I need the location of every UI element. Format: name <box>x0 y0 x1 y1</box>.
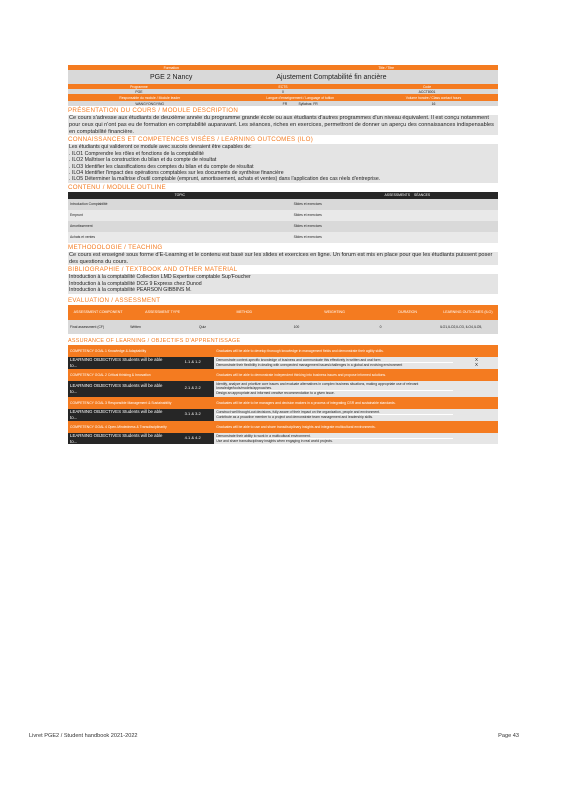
outline-topic: Introduction Comptabilité <box>70 202 108 207</box>
header-responsable-table <box>68 94 498 106</box>
objectives-label: LEARNING OBJECTIVES Students will be able to... <box>68 381 171 397</box>
table-row <box>68 199 498 210</box>
objective-desc: Contribute as a proactive member to a project and demonstrate team management and leadership skills. <box>216 415 373 420</box>
eval-header-method: METHOD <box>236 310 253 315</box>
ilo-item: . ILO2 Maîtriser la construction du bilan et du compte de résultat <box>69 157 217 164</box>
objective-desc: Use and share transdisciplinary insights when engaging in real world projects. <box>216 439 333 444</box>
course-title: Ajustement Comptabilité fin ancière <box>276 73 387 81</box>
bibliography-item: Introduction à la comptabilité Collection LMD Expertise comptable Sup'Foucher <box>69 274 251 281</box>
outline-seances <box>412 199 498 210</box>
goal-row <box>68 397 498 409</box>
objective-row <box>68 381 498 397</box>
outline-table <box>68 192 498 243</box>
ects-label: ECTS <box>278 84 288 89</box>
syllabus-label: Syllabus: <box>298 101 313 106</box>
program-value: PGE <box>135 89 143 94</box>
goal-name: COMPETENCY GOAL 1 Knowledge & Adaptability <box>68 345 214 357</box>
ilo-item: . ILO5 Déterminer la maîtrise d'outil comptable (emprunt, amortissement, achats et ventes) dans l'application des cas réels d'entreprise. <box>69 176 381 183</box>
eval-duration: 0 <box>379 324 382 329</box>
ects-value: 0 <box>282 89 284 94</box>
outline-assessment: Slides et exercices <box>293 224 322 229</box>
ilo-item: . ILO1 Comprendre les rôles et fonctions de la comptabilité <box>69 150 204 157</box>
objective-desc: Demonstrate context-specific knowledge of business and communicate this effectively in written and oral form <box>216 358 453 364</box>
outline-assessment: Slides et exercices <box>293 213 322 218</box>
outline-header-seances: SÉANCES <box>413 193 431 198</box>
evaluation-table <box>68 305 498 334</box>
eval-header-type: ASSESSMENT TYPE <box>145 310 180 315</box>
ilo-item: . ILO3 Identifier les classifications des comptes du bilan et du compte de résultat <box>69 163 254 170</box>
goal-statement: Graduates will be able to develop thorough knowledge in management fields and demonstrate their agility skills. <box>214 345 498 357</box>
language-value-text: FR <box>282 101 288 106</box>
objective-numbers: 3.1 & 3.2 <box>171 409 214 421</box>
objective-desc: Design an appropriate and informed creative recommendation to a given issue. <box>216 391 335 396</box>
objectives-label: LEARNING OBJECTIVES Students will be able to... <box>68 409 171 421</box>
competences-block <box>68 144 498 182</box>
outline-topic: Amortissement <box>70 224 93 229</box>
outline-topic: Emprunt <box>70 213 83 218</box>
module-sheet <box>68 65 498 444</box>
bibliography-list <box>68 274 498 293</box>
eval-header-component: ASSESSMENT COMPONENT <box>73 310 123 315</box>
methodology-title: METHODOLOGIE / TEACHING <box>68 243 163 251</box>
objective-desc: Identify, analyze and prioritize core issues and evaluate alternatives in complex business situations, making appropriate use of relevant knowledge/tools/models/approaches. <box>216 382 453 392</box>
ilo-item: . ILO4 Identifier l'impact des opérations comptables sur les documents de synthèse financière <box>69 170 284 177</box>
eval-header-ilo: LEARNING OUTCOMES (ILO) <box>443 310 493 315</box>
goal-name: COMPETENCY GOAL 4 Open-Mindedness & Transdisciplinarity <box>68 421 214 433</box>
code-value: ACCT8001 <box>418 89 436 94</box>
goal-statement: Graduates will be able to use and share transdisciplinary insights and integrate multicultural environments. <box>214 421 498 433</box>
presentation-title: PRÉSENTATION DU COURS / MODULE DESCRIPTION <box>68 107 239 114</box>
presentation-text: Ce cours s'adresse aux étudiants de deuxième année du programme grande école ou aux étudiants d'autres programmes d'un niveau équivalent. Il est conçu notamment pour ceux qui n'ont pas eu de formation en comptabilité auparavant. Les séances, riches en exercices, permettront de donner un aperçu des connaissances indispensables en comptabilité financière. <box>68 115 498 135</box>
objective-descriptions <box>214 433 455 445</box>
code-label: Code <box>422 84 432 89</box>
assurance-title: ASSURANCE OF LEARNING / OBJECTIFS D'APPRENTISSAGE <box>68 337 241 344</box>
assurance-table <box>68 345 498 445</box>
objective-desc: Demonstrate their flexibility in dealing with unexpected management issues/challenges in a global and evolving environment <box>216 363 403 368</box>
competences-title: CONNAISSANCES ET COMPETENCES VISÉES / LEARNING OUTCOMES (ILO) <box>68 136 314 144</box>
goal-row <box>68 345 498 357</box>
goal-statement: Graduates will be able to be managers and decision makers in a process of integrating CSR and sustainable standards. <box>214 397 498 409</box>
hours-value: 16 <box>431 101 436 106</box>
language-label: Langue d'enseignement / Language of tuition <box>266 95 335 100</box>
outline-assessment: Slides et exercices <box>293 202 322 207</box>
outline-seances <box>412 210 498 221</box>
outline-assessment: Slides et exercices <box>293 235 322 240</box>
eval-type: Written <box>130 324 141 329</box>
eval-ilo: ILO1,ILO2,ILO3, ILO4,ILO5, <box>439 324 483 329</box>
eval-component: Final assessment (CF) <box>70 324 105 329</box>
objective-numbers: 2.1 & 2.2 <box>171 381 214 397</box>
objective-row <box>68 357 498 369</box>
eval-header-duration: DURATION <box>398 310 417 315</box>
table-row <box>68 221 498 232</box>
objective-marks <box>455 433 498 445</box>
outline-title: CONTENU / MODULE OUTLINE <box>68 183 166 191</box>
objective-descriptions <box>214 357 455 369</box>
objective-marks <box>455 357 498 369</box>
objective-numbers: 4.1 & 4.2 <box>171 433 214 445</box>
formation-label: Formation <box>163 65 179 70</box>
responsable-value: WANGYONGYING <box>135 101 165 106</box>
syllabus-value: FR <box>313 101 318 106</box>
table-row <box>68 232 498 243</box>
objective-mark: X <box>474 357 478 363</box>
program-name: PGE 2 Nancy <box>149 73 193 81</box>
objective-row <box>68 433 498 445</box>
language-value <box>231 101 369 106</box>
competences-intro: Les étudiants qui valideront ce module avec succès devraient être capables de: <box>69 144 252 151</box>
objective-mark: X <box>474 361 478 367</box>
goal-row <box>68 421 498 433</box>
outline-seances <box>412 221 498 232</box>
header-codes-table <box>68 84 498 94</box>
page-number: Page 43 <box>498 733 519 739</box>
outline-topic: Achats et ventes <box>70 235 96 240</box>
evaluation-title: EVALUATION / ASSESSMENT <box>68 296 161 304</box>
objectives-label: LEARNING OBJECTIVES Students will be able to... <box>68 357 171 369</box>
objective-marks <box>455 381 498 397</box>
outline-header-topic: TOPIC <box>174 193 185 198</box>
table-row <box>68 210 498 221</box>
objective-numbers: 1.1 & 1.2 <box>171 357 214 369</box>
objective-descriptions <box>214 409 455 421</box>
goal-name: COMPETENCY GOAL 2 Critical thinking & Innovation <box>68 369 214 381</box>
bibliography-item: Introduction à la comptabilité DCG 9 Express chez Dunod <box>69 280 202 287</box>
header-table <box>68 65 498 84</box>
bibliography-item: Introduction à la comptabilité PEARSON GIBBINS M. <box>69 287 192 294</box>
goal-row <box>68 369 498 381</box>
bibliography-title: BIBLIOGRAPHIE / TEXTBOOK AND OTHER MATERIAL <box>68 266 238 274</box>
responsable-label: Responsable du module / Module leader <box>119 95 181 100</box>
goal-statement: Graduates will be able to demonstrate independent thinking into business issues and propose informed solutions. <box>214 369 498 381</box>
eval-header-weighting: WEIGHTING <box>324 310 345 315</box>
program-label: Programme <box>130 84 148 89</box>
eval-method: Quiz <box>198 324 206 329</box>
title-label: Title / Titre <box>378 65 395 70</box>
goal-name: COMPETENCY GOAL 3 Responsible Management & Sustainability <box>68 397 214 409</box>
objective-descriptions <box>214 381 455 397</box>
table-row <box>68 320 498 334</box>
outline-seances <box>412 232 498 243</box>
outline-header-assessments: ASSESSMENTS <box>384 193 410 198</box>
objective-marks <box>455 409 498 421</box>
objective-desc: Construct well thought-out decisions, fully aware of their impact on the organization, people and environment. <box>216 410 453 416</box>
footer-handbook-label: Livret PGE2 / Student handbook 2021-2022 <box>29 733 138 739</box>
objective-row <box>68 409 498 421</box>
objectives-label: LEARNING OBJECTIVES Students will be able to... <box>68 433 171 445</box>
methodology-text: Ce cours est enseigné sous forme d'E-Learning et le contenu est basé sur les slides et exercices en ligne. Un forum est mis en place pour que les étudiants puissent poser des questions du cours. <box>68 252 498 266</box>
volume-label: Volume horaire / Class contact hours <box>405 95 462 100</box>
objective-desc: Demonstrate their ability to work in a multicultural environment. <box>216 434 453 440</box>
eval-weighting: 100 <box>293 324 300 329</box>
